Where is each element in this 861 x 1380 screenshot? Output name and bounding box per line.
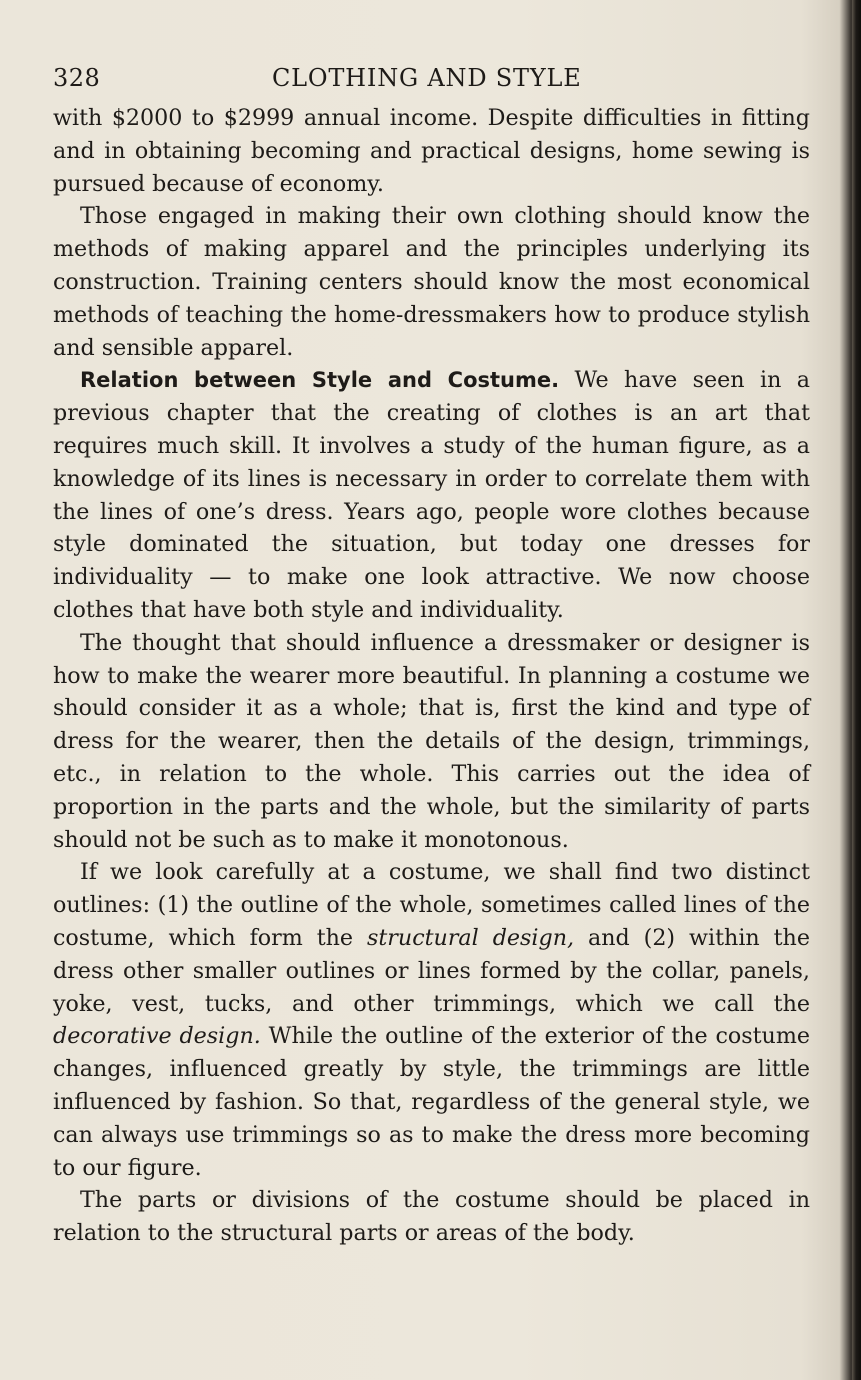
paragraph-6: The parts or divisions of the costume should be placed in relation to the structural parts or areas of the body. [53,1187,810,1247]
paragraph-3 [53,364,810,626]
paragraph-1: with $2000 to $2999 annual income. Despite difficulties in fitting and in obtaining becoming and practical designs, home sewing is pursued because of economy. [53,105,810,197]
paragraph-2: Those engaged in making their own clothing should know the methods of making apparel and the principles underlying its construction. Training centers should know the most economical methods of teaching the home-dressmakers how to produce stylish and sensible apparel. [53,203,810,361]
page-header [53,62,810,102]
paragraph-5-part-a: If we look carefully at a costume, we shall find two distinct outlines: (1) the outline of the whole, sometimes called lines of the costume, which form the [53,859,810,951]
paragraph-5-part-b: and (2) within the dress other smaller outlines or lines formed by the collar, panels, yoke, vest, tucks, and other trimmings, which we call the [53,924,810,1017]
page-number: 328 [53,64,101,92]
paragraph-4: The thought that should influence a dressmaker or designer is how to make the wearer more beautiful. In planning a costume we should consider it as a whole; that is, first the kind and type of dress for the wearer, then the details of the design, trimmings, etc., in relation to the whole. This carries out the idea of proportion in the parts and the whole, but the similarity of parts should not be such as to make it monotonous. [53,629,810,853]
page-content [53,62,810,1250]
paragraph-3-body: We have seen in a previous chapter that the creating of clothes is an art that requires much skill. It involves a study of the human figure, as a knowledge of its lines is necessary in order to correlate them with the lines of one’s dress. Years ago, people wore clothes because style dominated the situation, but today one dresses for individuality — to make one look attractive. We now choose clothes that have both style and individuality. [53,367,811,623]
structural-design-term: structural design, [367,924,575,951]
paragraph-5 [53,856,810,1184]
paragraph-5-part-c: While the outline of the exterior of the costume changes, influenced greatly by style, the trimmings are little influenced by fashion. So that, regardless of the general style, we can always use trimmings so as to make the dress more becoming to our figure. [53,1023,810,1181]
running-head: CLOTHING AND STYLE [272,64,582,92]
decorative-design-term: decorative design. [53,1023,261,1050]
section-heading: Relation between Style and Costume. [80,368,560,393]
book-spine-edge [852,0,861,1380]
